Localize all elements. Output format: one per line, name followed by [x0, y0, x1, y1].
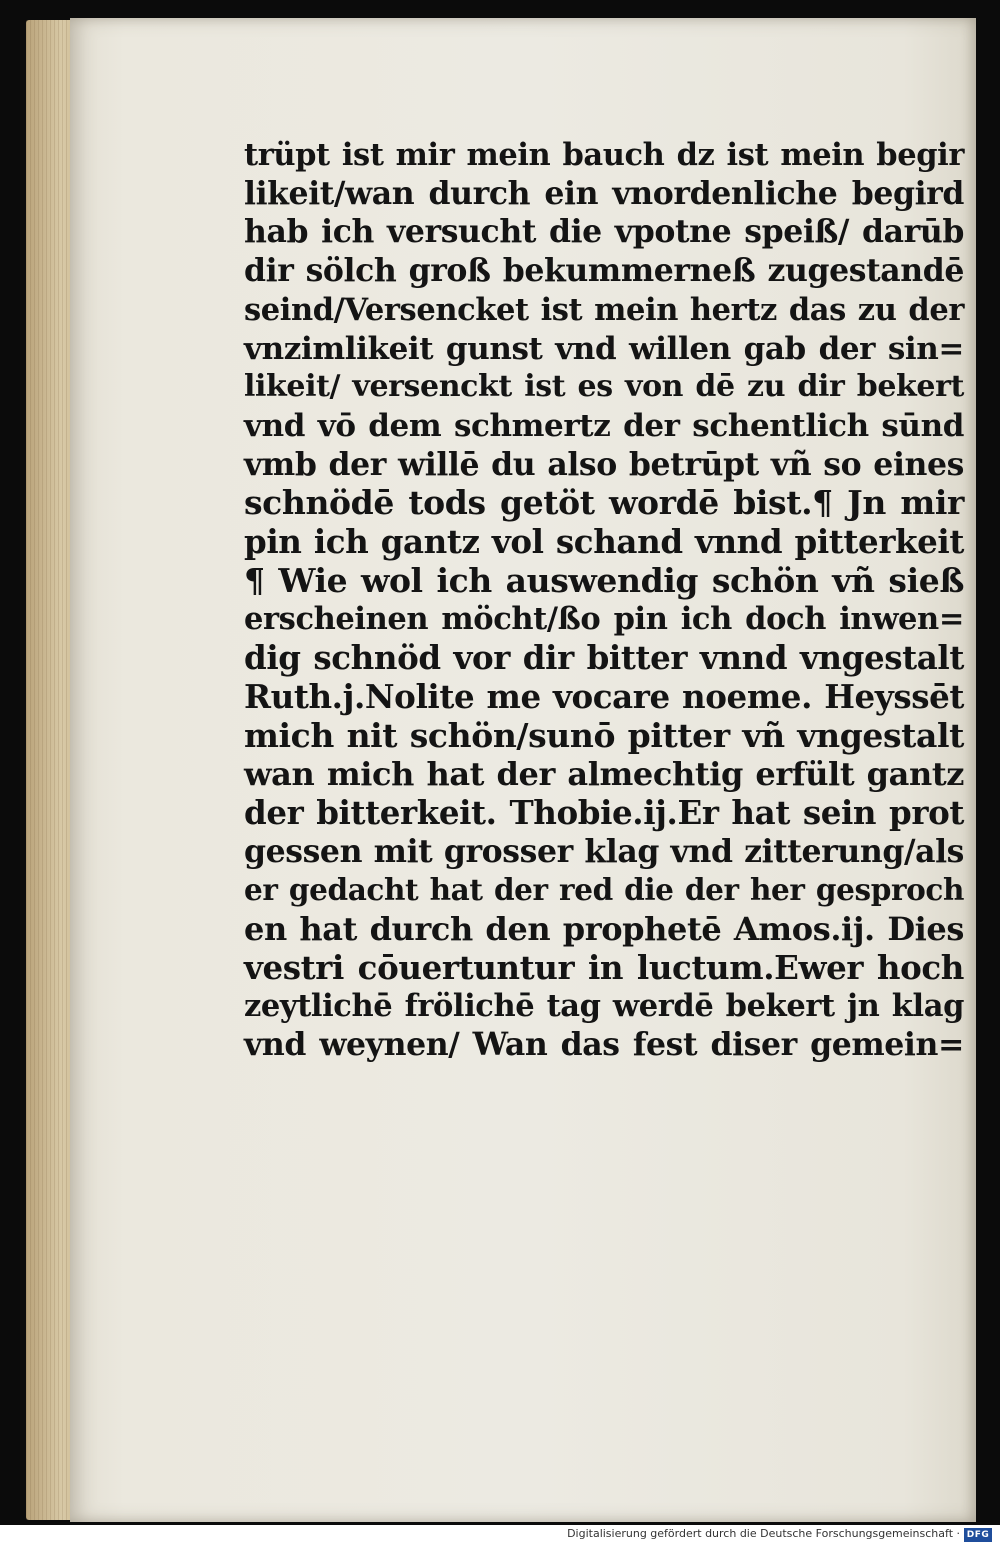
- text-line: pin ich gantz vol schand vnnd pitterkeit: [244, 522, 964, 562]
- text-line: erscheinen möcht/ßo pin ich doch inwen=: [244, 601, 964, 638]
- footer-credit: Digitalisierung gefördert durch die Deutsche Forschungsgemeinschaft ·: [567, 1527, 960, 1540]
- text-line: likeit/ versenckt ist es von dē zu dir bekert: [244, 369, 964, 405]
- text-line: en hat durch den prophetē Amos.ij. Dies: [244, 910, 964, 949]
- dfg-logo: DFG: [964, 1528, 992, 1542]
- page-text-block: [244, 136, 964, 1065]
- text-line: schnödē tods getöt wordē bist.¶ Jn mir: [244, 483, 964, 523]
- text-line: vnd vō dem schmertz der schentlich sūnd: [244, 407, 964, 444]
- text-line: vmb der willē du also betrūpt vñ so eines: [244, 445, 964, 483]
- footer-bar: [0, 1525, 1000, 1545]
- book-page: [70, 18, 976, 1522]
- text-line: er gedacht hat der red die der her gesproch: [244, 872, 964, 908]
- text-line: Ruth.j.Nolite me vocare noeme. Heyssēt: [244, 676, 964, 716]
- text-line: likeit/wan durch ein vnordenliche begird: [244, 174, 964, 212]
- text-line: vestri cōuertuntur in luctum.Ewer hoch: [244, 947, 964, 987]
- text-line: trüpt ist mir mein bauch dz ist mein begir: [244, 137, 964, 173]
- text-line: zeytlichē frölichē tag werdē bekert jn klag: [244, 988, 964, 1025]
- text-line: dir sölch groß bekummerneß zugestandē: [244, 252, 964, 290]
- text-line: dig schnöd vor dir bitter vnnd vngestalt: [244, 638, 964, 678]
- text-line: vnzimlikeit gunst vnd willen gab der sin=: [244, 330, 964, 367]
- text-line: ¶ Wie wol ich auswendig schön vñ sieß: [244, 560, 964, 600]
- text-line: seind/Versencket ist mein hertz das zu der: [244, 291, 964, 328]
- text-line: vnd weynen/ Wan das fest diser gemein=: [244, 1026, 964, 1064]
- text-line: gessen mit grosser klag vnd zitterung/als: [244, 832, 964, 870]
- text-line: der bitterkeit. Thobie.ij.Er hat sein prot: [244, 792, 964, 832]
- text-line: mich nit schön/sunō pitter vñ vngestalt: [244, 715, 964, 755]
- text-line: hab ich versucht die vpotne speiß/ darūb: [244, 213, 964, 251]
- text-line: wan mich hat der almechtig erfült gantz: [244, 755, 964, 794]
